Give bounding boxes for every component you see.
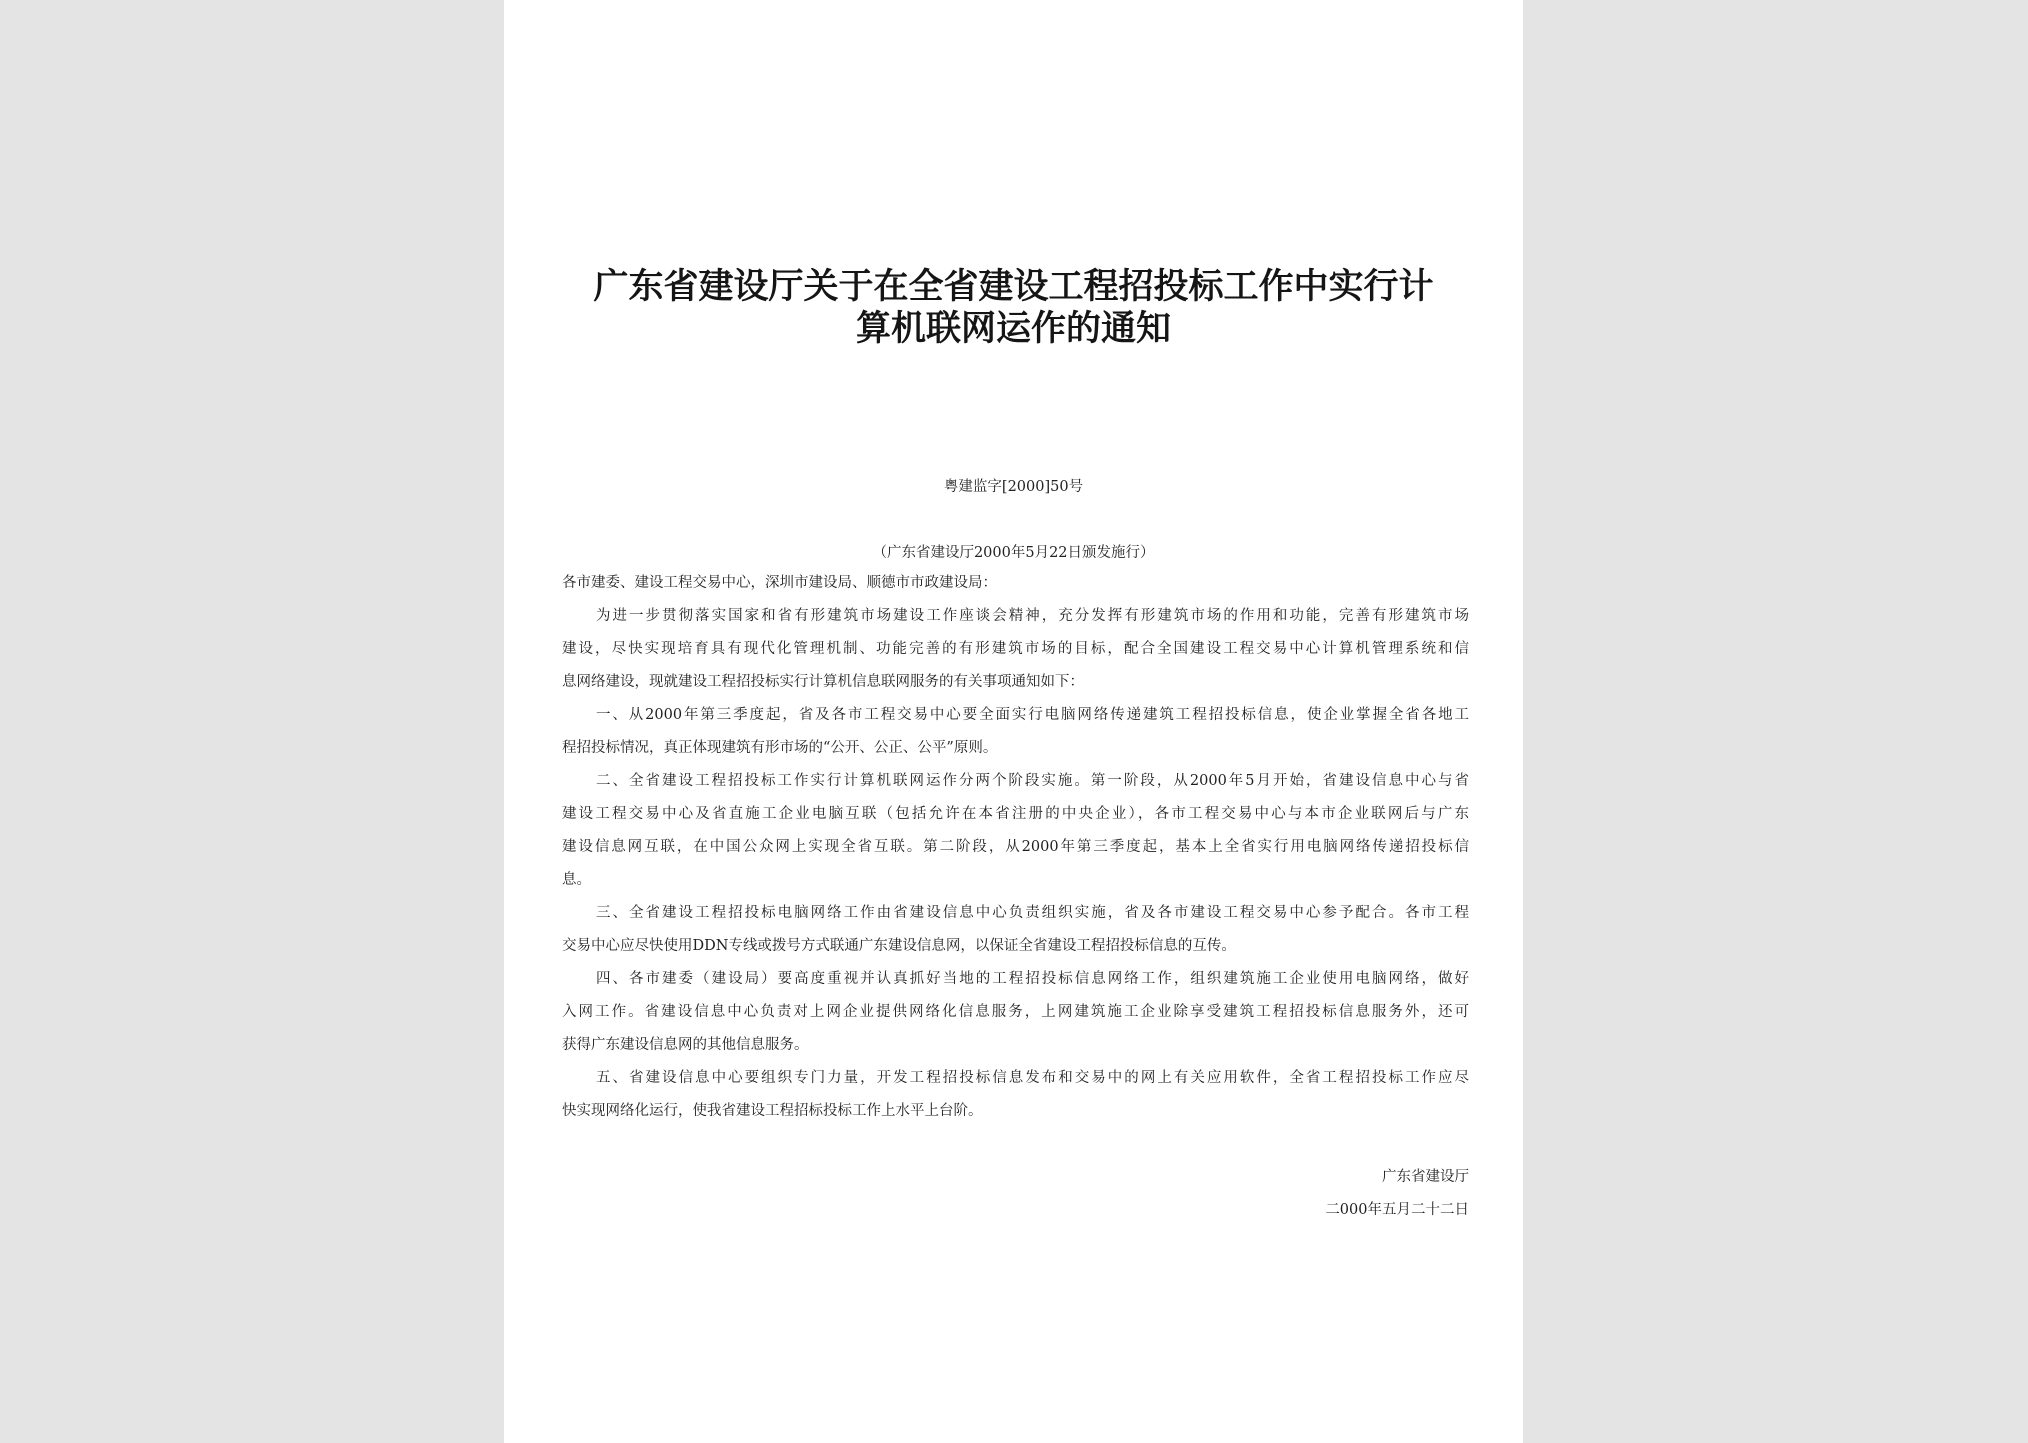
signature-date: 二000年五月二十二日 (1325, 1202, 1469, 1218)
document-page (504, 0, 1523, 1443)
issued-note: （广东省建设厅2000年5月22日颁发施行） (872, 545, 1155, 561)
signature-organization: 广东省建设厅 (1382, 1169, 1469, 1185)
document-title-line-2: 算机联网运作的通知 (855, 309, 1171, 349)
body-line: 入网工作。省建设信息中心负责对上网企业提供网络化信息服务，上网建筑施工企业除享受建筑工程招投标信息服务外，还可 (562, 1004, 1469, 1020)
body-line: 交易中心应尽快使用DDN专线或拨号方式联通广东建设信息网，以保证全省建设工程招投标信息的互传。 (562, 938, 1236, 954)
body-line: 建设，尽快实现培育具有现代化管理机制、功能完善的有形建筑市场的目标，配合全国建设工程交易中心计算机管理系统和信 (562, 641, 1469, 657)
body-line: 三、全省建设工程招投标电脑网络工作由省建设信息中心负责组织实施，省及各市建设工程交易中心参予配合。各市工程 (596, 905, 1469, 921)
addressee-line: 各市建委、建设工程交易中心，深圳市建设局、顺德市市政建设局： (562, 575, 997, 591)
body-line: 息。 (562, 872, 591, 888)
body-line: 一、从2000年第三季度起，省及各市工程交易中心要全面实行电脑网络传递建筑工程招投标信息，使企业掌握全省各地工 (596, 707, 1469, 723)
body-line: 为进一步贯彻落实国家和省有形建筑市场建设工作座谈会精神，充分发挥有形建筑市场的作用和功能，完善有形建筑市场 (596, 608, 1469, 624)
body-line: 二、全省建设工程招投标工作实行计算机联网运作分两个阶段实施。第一阶段，从2000年5月开始，省建设信息中心与省 (596, 773, 1469, 789)
document-number: 粤建监字[2000]50号 (943, 479, 1084, 495)
document-title-line-1: 广东省建设厅关于在全省建设工程招投标工作中实行计 (593, 267, 1434, 307)
body-line: 五、省建设信息中心要组织专门力量，开发工程招投标信息发布和交易中的网上有关应用软件，全省工程招投标工作应尽 (596, 1070, 1469, 1086)
body-line: 四、各市建委（建设局）要高度重视并认真抓好当地的工程招投标信息网络工作，组织建筑施工企业使用电脑网络，做好 (596, 971, 1469, 987)
body-line: 程招投标情况，真正体现建筑有形市场的“公开、公正、公平”原则。 (562, 740, 998, 756)
body-line: 快实现网络化运行，使我省建设工程招标投标工作上水平上台阶。 (562, 1103, 983, 1119)
body-line: 建设信息网互联，在中国公众网上实现全省互联。第二阶段，从2000年第三季度起，基本上全省实行用电脑网络传递招投标信 (562, 839, 1469, 855)
body-line: 建设工程交易中心及省直施工企业电脑互联（包括允许在本省注册的中央企业），各市工程交易中心与本市企业联网后与广东 (562, 806, 1469, 822)
body-line: 获得广东建设信息网的其他信息服务。 (562, 1037, 809, 1053)
body-line: 息网络建设，现就建设工程招投标实行计算机信息联网服务的有关事项通知如下： (562, 674, 1084, 690)
